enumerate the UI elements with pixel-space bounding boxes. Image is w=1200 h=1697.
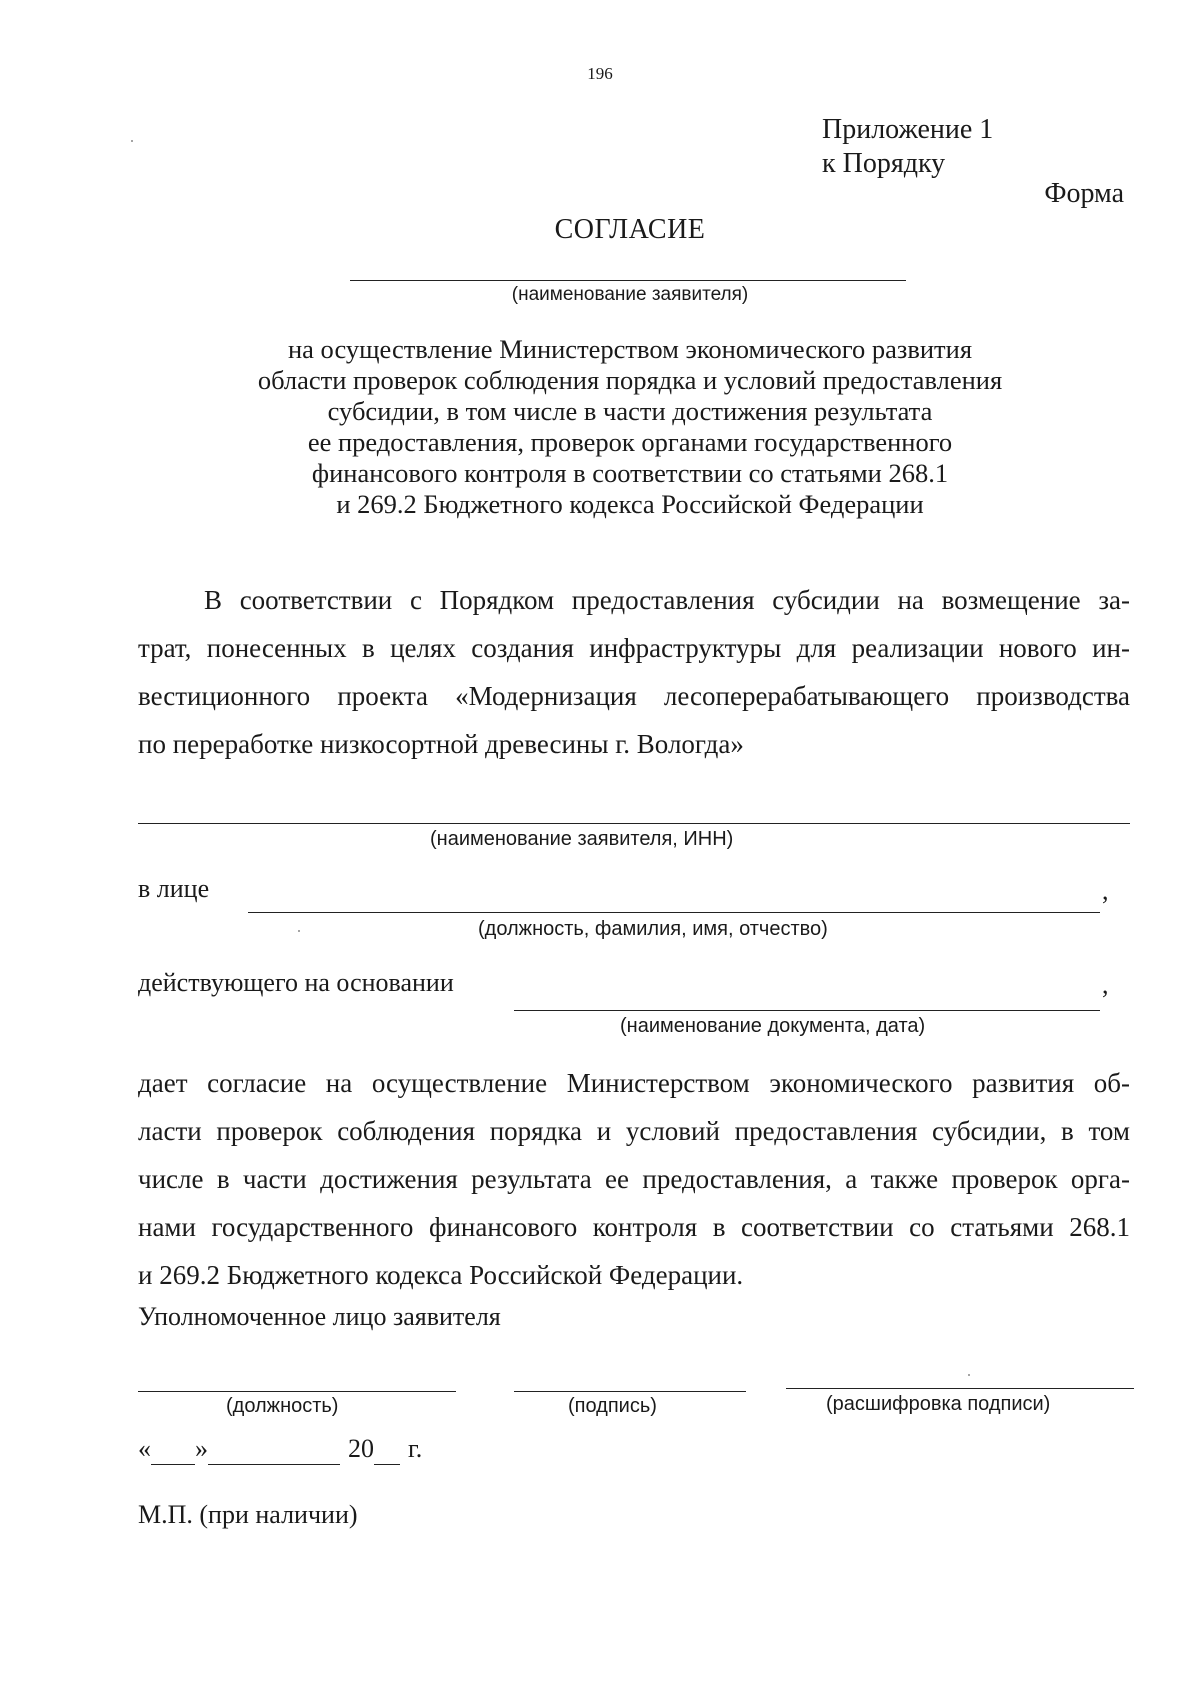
close-quote: » — [195, 1434, 208, 1463]
signature-decode-line — [786, 1388, 1134, 1389]
seal-note: М.П. (при наличии) — [138, 1500, 358, 1529]
comma: , — [1102, 876, 1109, 905]
appendix-label: Приложение 1 — [822, 114, 994, 145]
consent-subject — [150, 334, 1110, 520]
document-title: СОГЛАСИЕ — [554, 214, 706, 245]
scan-speck — [131, 140, 133, 142]
applicant-name-caption: (наименование заявителя) — [511, 284, 749, 305]
form-label: Форма — [1044, 178, 1124, 209]
intro-paragraph — [138, 576, 1130, 768]
paragraph-line: ласти проверок соблюдения порядка и условий предоставления субсидии, в том — [138, 1116, 1130, 1146]
scan-speck — [298, 930, 300, 932]
basis-document-caption: (наименование документа, дата) — [620, 1015, 926, 1037]
position-line — [138, 1391, 456, 1392]
subject-line: на осуществление Министерством экономического развития — [287, 334, 973, 364]
day-blank — [151, 1434, 195, 1465]
year-prefix: 20 — [348, 1434, 374, 1463]
acting-basis-label: действующего на основании — [138, 968, 454, 997]
subject-line: и 269.2 Бюджетного кодекса Российской Федерации — [336, 489, 924, 519]
paragraph-line: дает согласие на осуществление Министерством экономического развития об- — [138, 1068, 1130, 1098]
paragraph-line: трат, понесенных в целях создания инфраструктуры для реализации нового ин- — [138, 633, 1130, 663]
signature-decode-caption: (расшифровка подписи) — [826, 1393, 1051, 1415]
paragraph-line: вестиционного проекта «Модернизация лесоперерабатывающего производства — [138, 681, 1130, 711]
paragraph-line: В соответствии с Порядком предоставления субсидии на возмещение за- — [204, 585, 1130, 615]
paragraph-line: по переработке низкосортной древесины г. Вологда» — [138, 729, 744, 759]
signature-caption: (подпись) — [568, 1395, 657, 1417]
position-fio-line — [248, 912, 1100, 913]
authorized-person-label: Уполномоченное лицо заявителя — [138, 1302, 501, 1331]
date-row — [138, 1434, 422, 1465]
subject-line: ее предоставления, проверок органами государственного — [307, 427, 953, 457]
year-blank — [374, 1434, 400, 1465]
paragraph-line: нами государственного финансового контроля в соответствии со статьями 268.1 — [138, 1212, 1130, 1242]
consent-paragraph — [138, 1059, 1130, 1299]
position-fio-caption: (должность, фамилия, имя, отчество) — [478, 918, 828, 940]
position-caption: (должность) — [226, 1395, 339, 1417]
basis-document-line — [514, 1010, 1100, 1011]
signature-line — [514, 1391, 746, 1392]
subject-line: финансового контроля в соответствии со статьями 268.1 — [311, 458, 949, 488]
page-number: 196 — [587, 64, 613, 83]
scan-speck — [968, 1374, 970, 1376]
subject-line: субсидии, в том числе в части достижения результата — [327, 396, 933, 426]
applicant-inn-caption: (наименование заявителя, ИНН) — [430, 828, 734, 850]
applicant-inn-line — [138, 823, 1130, 824]
in-person-label: в лице — [138, 874, 210, 903]
applicant-name-line — [350, 280, 906, 281]
comma: , — [1102, 970, 1109, 999]
paragraph-line: и 269.2 Бюджетного кодекса Российской Федерации. — [138, 1260, 744, 1290]
month-blank — [208, 1434, 340, 1465]
appendix-order-label: к Порядку — [822, 148, 946, 179]
open-quote: « — [138, 1434, 151, 1463]
paragraph-line: числе в части достижения результата ее предоставления, а также проверок орга- — [138, 1164, 1130, 1194]
year-suffix: г. — [408, 1434, 423, 1463]
subject-line: области проверок соблюдения порядка и условий предоставления — [257, 365, 1003, 395]
